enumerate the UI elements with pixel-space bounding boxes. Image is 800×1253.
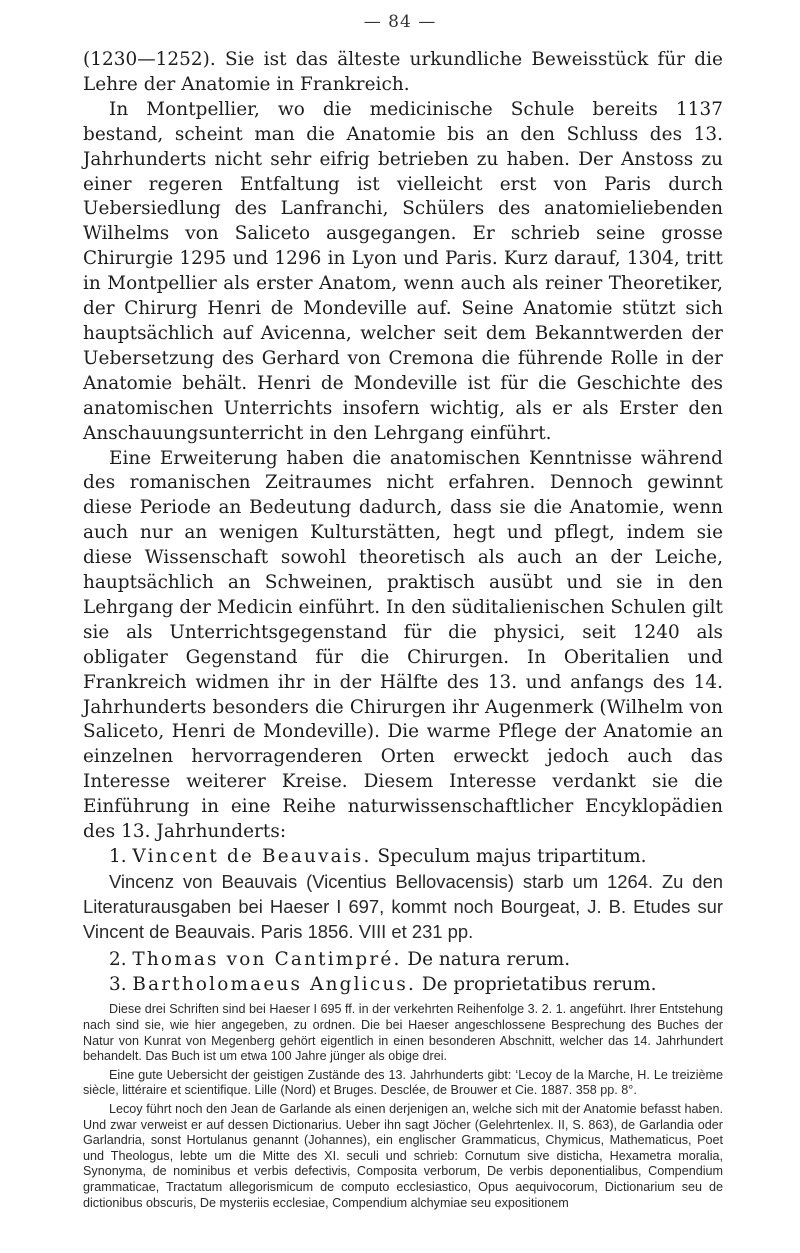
list-item-author: Thomas von Cantimpré. xyxy=(132,948,402,970)
encyclopedia-list xyxy=(83,845,723,997)
list-item-title: Speculum majus tripartitum. xyxy=(377,846,647,867)
footnote-paragraph: Diese drei Schriften sind bei Haeser I 695 ff. in der verkehrten Reihenfolge 3. 2. 1. angeführt. Ihrer Entstehung nach sind sie, wie hier angegeben, zu ordnen. Die bei Haeser angeschlossene Besprechung des Buches der Natur von Kunrat von Megenberg gehört eigentlich in einen besonderen Abschnitt, welcher das 14. Jahrhundert behandelt. Das Buch ist um etwa 100 Jahre jünger als obige drei. xyxy=(83,1002,723,1064)
list-item-author: Bartholomaeus Anglicus. xyxy=(132,973,417,995)
paragraph-1: (1230—1252). Sie ist das älteste urkundliche Beweisstück für die Lehre der Anatomie in Frankreich. xyxy=(83,49,723,95)
list-item-number: 3. xyxy=(109,973,127,995)
list-item-number: 1. xyxy=(109,846,127,867)
paragraph-2: In Montpellier, wo die medicinische Schule bereits 1137 bestand, scheint man die Anatomie bis an den Schluss des 13. Jahrhunderts nicht sehr eifrig betrieben zu haben. Der Anstoss zu einer regeren Entfaltung ist vielleicht erst von Paris durch Uebersiedlung des Lanfranchi, Schülers des anatomieliebenden Wilhelms von Saliceto ausgegangen. Er schrieb seine grosse Chirurgie 1295 und 1296 in Lyon und Paris. Kurz darauf, 1304, tritt in Montpellier als erster Anatom, wenn auch als reiner Theoretiker, der Chirurg Henri de Mondeville auf. Seine Anatomie stützt sich hauptsächlich auf Avicenna, welcher seit dem Bekanntwerden der Uebersetzung des Gerhard von Cremona die führende Rolle in der Anatomie behält. Henri de Mondeville ist für die Geschichte des anatomischen Unterrichts insofern wichtig, als er als Erster den Anschauungsunterricht in den Lehrgang einführt. xyxy=(83,98,723,444)
paragraph-3: Eine Erweiterung haben die anatomischen Kenntnisse während des romanischen Zeitraumes nicht erfahren. Dennoch gewinnt diese Periode an Bedeutung dadurch, dass sie die Anatomie, wenn auch nur an wenigen Kulturstätten, hegt und pflegt, indem sie diese Wissenschaft sowohl theoretisch als auch an der Leiche, hauptsächlich an Schweinen, praktisch ausübt und sie in den Lehrgang der Medicin einführt. In den süditalienischen Schulen gilt sie als Unterrichtsgegenstand für die physici, seit 1240 als obligater Gegenstand für die Chirurgen. In Oberitalien und Frankreich widmen ihr in der Hälfte des 13. und anfangs des 14. Jahrhunderts besonders die Chirurgen ihr Augenmerk (Wilhelm von Saliceto, Henri de Mondeville). Die warme Pflege der Anatomie an einzelnen hervorragenderen Orten erweckt jedoch auch das Interesse weiterer Kreise. Diesem Interesse verdankt sie die Einführung in eine Reihe naturwissenschaftlicher Encyklopädien des 13. Jahrhunderts: xyxy=(83,447,723,843)
footnote-paragraph: Eine gute Uebersicht der geistigen Zustände des 13. Jahrhunderts gibt: ‘Lecoy de la Marche, H. Le treizième siècle, littéraire et scientifique. Lille (Nord) et Bruges. Desclée, de Brouwer et Cie. 1887. 358 pp. 8°. xyxy=(83,1067,723,1098)
list-item-author: Vincent de Beauvais. xyxy=(132,846,372,867)
footnote-paragraph: Lecoy führt noch den Jean de Garlande als einen derjenigen an, welche sich mit der Anatomie befasst haben. Und zwar verweist er auf dessen Dictionarius. Ueber ihn sagt Jöcher (Gelehrtenlex. II, S. 863), de Garlandia oder Garlandria, sonst Hortulanus genannt (Johannes), ein englischer Grammaticus, Chymicus, Mathematicus, Poet und Theologus, lebte um die Mitte des XI. seculi und schrieb: Cornutum sive disticha, Hexametra moralia, Synonyma, de nominibus et verbis defectivis, Composita verborum, De verbis deponentialibus, Compendium grammaticae, Tractatum allegorismicum de computo ecclesiastico, Opus aequivocorum, Dictionarium seu de dictionibus obscuris, De mysteriis ecclesiae, Compendium alchymiae seu expositionem xyxy=(83,1102,723,1210)
page-text-block xyxy=(83,48,723,1211)
list-item-note: Vincenz von Beauvais (Vicentius Bellovacensis) starb um 1264. Zu den Literaturausgaben bei Haeser I 697, kommt noch Bourgeat, J. B. Etudes sur Vincent de Beauvais. Paris 1856. VIII et 231 pp. xyxy=(83,870,723,942)
list-item-title: De proprietatibus rerum. xyxy=(421,973,657,995)
list-item xyxy=(83,948,723,973)
page-number: — 84 — xyxy=(363,12,437,32)
main-text xyxy=(83,48,723,845)
footnotes xyxy=(83,1002,723,1211)
list-item xyxy=(83,973,723,998)
list-item-number: 2. xyxy=(109,948,127,970)
list-item-title: De natura rerum. xyxy=(407,948,571,970)
list-item xyxy=(83,845,723,870)
